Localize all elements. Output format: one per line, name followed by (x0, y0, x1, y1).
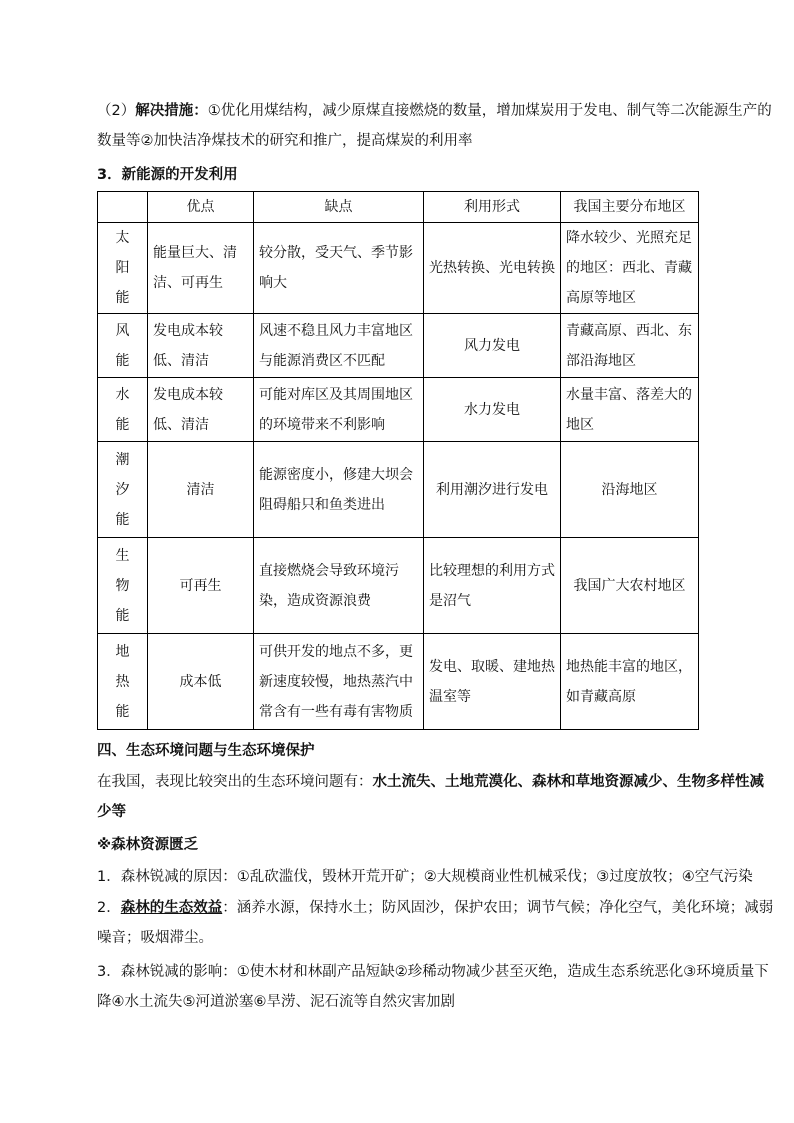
intro-bold-1: 水土流失、土地荒漠化、森林和草地资源减少、生物多样性减 (372, 774, 764, 790)
cell-disadvantage: 可能对库区及其周围地区的环境带来不利影响 (254, 378, 424, 442)
section-4-title: 四、生态环境问题与生态环境保护 (97, 743, 315, 759)
energy-name-bio: 生物能 (115, 547, 130, 624)
measures-prefix: （2） (97, 103, 136, 119)
forest-item-3-line-1: 3．森林锐减的影响：①使木材和林副产品短缺②珍稀动物减少甚至灭绝，造成生态系统恶化③环境质量下 (97, 964, 769, 980)
cell-form: 风力发电 (424, 314, 561, 378)
measures-line-1 (97, 96, 772, 126)
cell-advantage: 可再生 (148, 538, 254, 634)
energy-name-wind: 风能 (115, 322, 130, 369)
forest-item-2-line-1 (97, 893, 774, 923)
forest-item-3-line-2: 降④水土流失⑤河道淤塞⑥旱涝、泥石流等自然灾害加剧 (97, 994, 455, 1010)
cell-form: 比较理想的利用方式是沼气 (424, 538, 561, 634)
cell-disadvantage: 直接燃烧会导致环境污染，造成资源浪费 (254, 538, 424, 634)
forest-item-2-line-2: 噪音；吸烟滞尘。 (97, 930, 213, 946)
cell-region: 地热能丰富的地区，如青藏高原 (561, 634, 699, 730)
cell-advantage: 成本低 (148, 634, 254, 730)
cell-advantage: 发电成本较低、清洁 (148, 314, 254, 378)
cell-disadvantage: 可供开发的地点不多，更新速度较慢，地热蒸汽中常含有一些有毒有害物质 (254, 634, 424, 730)
cell-form: 水力发电 (424, 378, 561, 442)
header-cell-form: 利用形式 (424, 192, 561, 223)
forest-item-1: 1．森林锐减的原因：①乱砍滥伐，毁林开荒开矿；②大规模商业性机械采伐；③过度放牧；④空气污染 (97, 869, 753, 885)
table-row (98, 223, 699, 314)
intro-line-1 (97, 767, 764, 797)
forest-title: ※森林资源匮乏 (97, 837, 199, 853)
table-row (98, 314, 699, 378)
table-header-row (98, 192, 699, 223)
table-row (98, 442, 699, 538)
cell-form: 光热转换、光电转换 (424, 223, 561, 314)
item2-label: 森林的生态效益 (120, 900, 223, 916)
energy-name-hydro: 水能 (115, 386, 130, 433)
energy-name-geothermal: 地热能 (115, 643, 130, 720)
cell-disadvantage: 能源密度小，修建大坝会阻碍船只和鱼类进出 (254, 442, 424, 538)
cell-advantage: 清洁 (148, 442, 254, 538)
header-cell-disadvantage: 缺点 (254, 192, 424, 223)
cell-region: 降水较少、光照充足的地区：西北、青藏高原等地区 (561, 223, 699, 314)
cell-form: 发电、取暖、建地热温室等 (424, 634, 561, 730)
cell-region: 水量丰富、落差大的地区 (561, 378, 699, 442)
intro-prefix: 在我国，表现比较突出的生态环境问题有： (97, 774, 373, 790)
cell-disadvantage: 较分散，受天气、季节影响大 (254, 223, 424, 314)
table-row (98, 538, 699, 634)
cell-advantage: 发电成本较低、清洁 (148, 378, 254, 442)
energy-name-tidal: 潮汐能 (115, 451, 130, 528)
header-cell-region: 我国主要分布地区 (561, 192, 699, 223)
section-3-title: 3．新能源的开发利用 (97, 167, 238, 183)
energy-name-solar: 太阳能 (115, 230, 130, 306)
cell-advantage: 能量巨大、清洁、可再生 (148, 223, 254, 314)
table-row (98, 378, 699, 442)
item2-prefix: 2． (97, 900, 121, 916)
measures-label: 解决措施： (135, 103, 208, 119)
cell-region: 青藏高原、西北、东部沿海地区 (561, 314, 699, 378)
item2-text-1: ：涵养水源，保持水土；防风固沙，保护农田；调节气候；净化空气，美化环境；减弱 (222, 900, 774, 916)
new-energy-table (97, 191, 699, 730)
measures-text-1: ①优化用煤结构，减少原煤直接燃烧的数量，增加煤炭用于发电、制气等二次能源生产的 (207, 103, 772, 119)
cell-region: 我国广大农村地区 (561, 538, 699, 634)
table-row (98, 634, 699, 730)
intro-line-2: 少等 (97, 804, 126, 820)
header-cell-empty (98, 192, 148, 223)
measures-line-2: 数量等②加快洁净煤技术的研究和推广，提高煤炭的利用率 (97, 133, 473, 149)
cell-form: 利用潮汐进行发电 (424, 442, 561, 538)
cell-region: 沿海地区 (561, 442, 699, 538)
header-cell-advantage: 优点 (148, 192, 254, 223)
cell-disadvantage: 风速不稳且风力丰富地区与能源消费区不匹配 (254, 314, 424, 378)
